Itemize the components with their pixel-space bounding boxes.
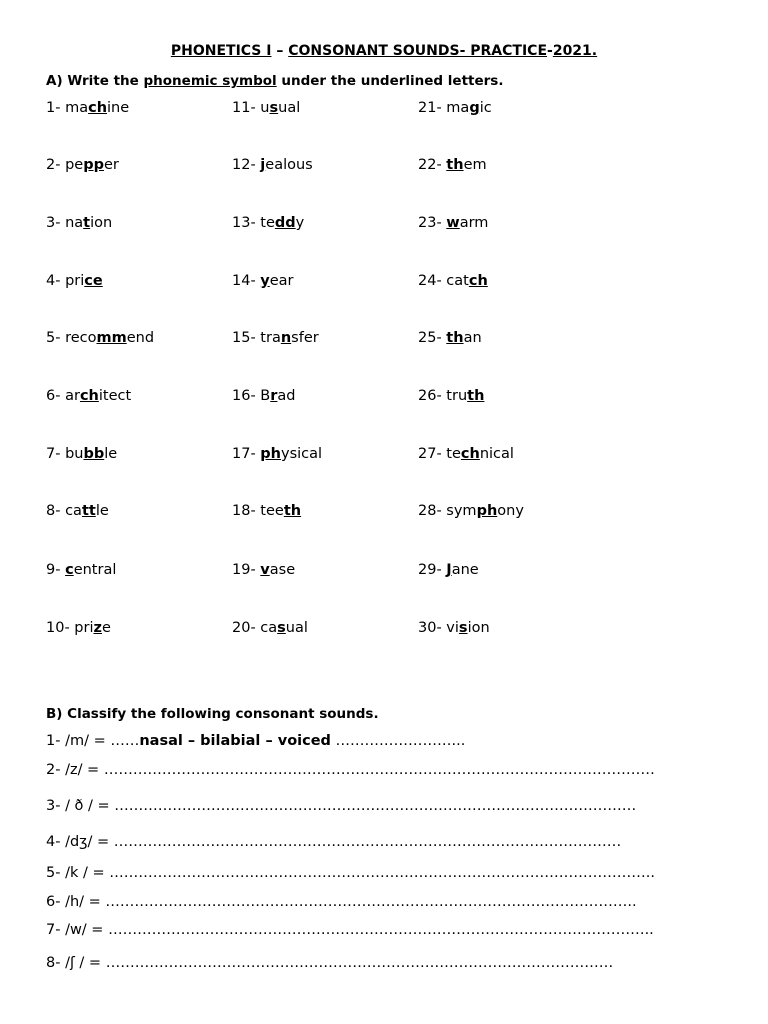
underlined-letters: ch <box>88 100 108 116</box>
word-item <box>46 215 112 231</box>
classification-line <box>46 865 655 881</box>
item-number: 1- <box>46 100 61 116</box>
item-number: 12- <box>232 157 256 173</box>
item-number: 11- <box>232 100 256 116</box>
underlined-letters: g <box>469 100 480 116</box>
word-suffix: le <box>104 446 118 462</box>
underlined-letters: ch <box>79 388 99 404</box>
text-segment: 2021. <box>552 43 598 59</box>
underlined-letters: dd <box>274 215 296 231</box>
sound-label: 1- /m/ = <box>46 733 111 749</box>
word-suffix: ad <box>277 388 296 404</box>
item-number: 20- <box>232 620 256 636</box>
word-prefix: vi <box>446 620 459 636</box>
word-item <box>46 273 103 289</box>
word-item <box>232 215 304 231</box>
item-number: 13- <box>232 215 256 231</box>
item-number: 5- <box>46 330 61 346</box>
item-number: 15- <box>232 330 256 346</box>
item-number: 23- <box>418 215 442 231</box>
word-suffix: e <box>101 620 111 636</box>
word-item <box>232 157 313 173</box>
word-prefix: tee <box>260 503 284 519</box>
word-suffix: ear <box>269 273 294 289</box>
item-number: 14- <box>232 273 256 289</box>
word-suffix: em <box>463 157 487 173</box>
word-suffix: ony <box>497 503 524 519</box>
text-segment: A) Write the <box>46 73 144 89</box>
word-suffix: ealous <box>265 157 313 173</box>
word-item <box>46 503 109 519</box>
word-item <box>418 446 514 462</box>
word-suffix: le <box>95 503 109 519</box>
word-item <box>418 100 492 116</box>
underlined-letters: ph <box>260 446 281 462</box>
word-item <box>418 273 488 289</box>
underlined-letters: t <box>83 215 91 231</box>
word-item <box>232 100 300 116</box>
classification-line <box>46 834 621 850</box>
answer-dots-trail: ……………………... <box>330 733 466 749</box>
item-number: 8- <box>46 503 61 519</box>
sound-label: 3- / ð / = <box>46 798 115 814</box>
word-suffix: ane <box>451 562 479 578</box>
word-item <box>46 388 131 404</box>
word-suffix: arm <box>459 215 489 231</box>
section-a-heading <box>46 73 503 89</box>
word-item <box>232 446 322 462</box>
word-prefix: ar <box>65 388 80 404</box>
underlined-letters: w <box>446 215 460 231</box>
underlined-letters: th <box>446 330 464 346</box>
underlined-letters: s <box>458 620 468 636</box>
word-prefix: te <box>260 215 275 231</box>
item-number: 21- <box>418 100 442 116</box>
word-suffix: sfer <box>291 330 319 346</box>
word-item <box>418 562 479 578</box>
underlined-letters: bb <box>83 446 105 462</box>
underlined-letters: y <box>260 273 270 289</box>
item-number: 19- <box>232 562 256 578</box>
item-number: 10- <box>46 620 70 636</box>
word-item <box>46 562 116 578</box>
word-prefix: ma <box>65 100 89 116</box>
underlined-letters: pp <box>83 157 104 173</box>
answer-dots: …………………………………………………………………………………………… <box>113 834 622 850</box>
word-item <box>232 562 295 578</box>
text-segment: under the underlined letters. <box>276 73 504 89</box>
text-segment: phonemic symbol <box>143 73 277 89</box>
word-suffix: ase <box>269 562 296 578</box>
sound-label: 8- /ʃ / = <box>46 955 106 971</box>
underlined-letters: s <box>269 100 279 116</box>
word-suffix: ion <box>90 215 113 231</box>
sound-label: 7- /w/ = <box>46 922 109 938</box>
item-number: 17- <box>232 446 256 462</box>
classification-line <box>46 733 465 749</box>
text-segment: CONSONANT SOUNDS- PRACTICE <box>288 43 548 59</box>
underlined-letters: th <box>467 388 485 404</box>
sound-label: 5- /k / = <box>46 865 110 881</box>
underlined-letters: v <box>260 562 270 578</box>
word-suffix: ic <box>479 100 492 116</box>
word-prefix: sym <box>446 503 477 519</box>
answer-dots: …………………………………………………………………………………………………… <box>103 762 655 778</box>
underlined-letters: c <box>65 562 74 578</box>
word-suffix: entral <box>73 562 117 578</box>
item-number: 27- <box>418 446 442 462</box>
word-suffix: er <box>103 157 119 173</box>
answer-dots: ……………………………………………………………………………………………… <box>114 798 637 814</box>
word-prefix: cat <box>446 273 469 289</box>
word-item <box>232 388 296 404</box>
word-suffix: ysical <box>281 446 323 462</box>
word-prefix: tru <box>446 388 468 404</box>
word-prefix: B <box>260 388 271 404</box>
item-number: 30- <box>418 620 442 636</box>
underlined-letters: ch <box>460 446 480 462</box>
item-number: 28- <box>418 503 442 519</box>
item-number: 9- <box>46 562 61 578</box>
word-suffix: nical <box>479 446 514 462</box>
item-number: 2- <box>46 157 61 173</box>
answer-dots: ……………………………………………………………………………………………….. <box>105 894 637 910</box>
word-item <box>418 330 482 346</box>
underlined-letters: J <box>446 562 452 578</box>
word-suffix: itect <box>98 388 132 404</box>
classification-line <box>46 922 654 938</box>
item-number: 7- <box>46 446 61 462</box>
underlined-letters: tt <box>81 503 96 519</box>
word-item <box>232 330 319 346</box>
answer-dots: …… <box>110 733 140 749</box>
classification-line <box>46 762 655 778</box>
section-b-heading: B) Classify the following consonant sounds. <box>46 706 379 722</box>
underlined-letters: th <box>283 503 302 519</box>
text-segment: PHONETICS I <box>170 43 272 59</box>
word-item <box>232 620 308 636</box>
answer-text: nasal – bilabial – voiced <box>139 733 331 749</box>
word-prefix: tra <box>260 330 281 346</box>
word-suffix: ual <box>278 100 301 116</box>
word-prefix: te <box>446 446 461 462</box>
word-suffix: y <box>295 215 305 231</box>
text-segment: – <box>271 43 289 59</box>
word-prefix: pri <box>74 620 94 636</box>
underlined-letters: n <box>280 330 292 346</box>
classification-line <box>46 955 613 971</box>
underlined-letters: z <box>93 620 102 636</box>
sound-label: 6- /h/ = <box>46 894 106 910</box>
answer-dots: …………………………………………………………………………………………… <box>105 955 614 971</box>
word-item <box>46 620 111 636</box>
word-prefix: ca <box>260 620 278 636</box>
underlined-letters: j <box>260 157 266 173</box>
word-suffix: ual <box>285 620 308 636</box>
sound-label: 2- /z/ = <box>46 762 104 778</box>
word-item <box>418 620 490 636</box>
word-item <box>46 157 119 173</box>
item-number: 16- <box>232 388 256 404</box>
item-number: 24- <box>418 273 442 289</box>
word-item <box>418 388 484 404</box>
word-prefix: bu <box>65 446 84 462</box>
item-number: 6- <box>46 388 61 404</box>
word-prefix: u <box>260 100 270 116</box>
word-prefix: pri <box>65 273 85 289</box>
page-title <box>0 43 768 59</box>
word-suffix: end <box>126 330 155 346</box>
item-number: 22- <box>418 157 442 173</box>
item-number: 3- <box>46 215 61 231</box>
item-number: 18- <box>232 503 256 519</box>
classification-line <box>46 798 636 814</box>
word-prefix: ca <box>65 503 82 519</box>
underlined-letters: r <box>270 388 278 404</box>
item-number: 26- <box>418 388 442 404</box>
item-number: 25- <box>418 330 442 346</box>
underlined-letters: s <box>277 620 286 636</box>
word-item <box>46 100 129 116</box>
item-number: 29- <box>418 562 442 578</box>
word-prefix: pe <box>65 157 84 173</box>
answer-dots: ………………………………………………………………………………………………….. <box>108 922 654 938</box>
text-segment: - <box>547 43 553 59</box>
underlined-letters: ph <box>476 503 498 519</box>
word-suffix: an <box>463 330 482 346</box>
item-number: 4- <box>46 273 61 289</box>
word-prefix: reco <box>65 330 97 346</box>
word-item <box>418 157 487 173</box>
answer-dots: ………………………………………………………………………………………………….. <box>109 865 655 881</box>
word-item <box>232 273 294 289</box>
word-item <box>46 446 117 462</box>
word-prefix: na <box>65 215 84 231</box>
sound-label: 4- /dʒ/ = <box>46 834 114 850</box>
word-item <box>418 503 524 519</box>
underlined-letters: th <box>446 157 464 173</box>
word-item <box>46 330 154 346</box>
word-item <box>418 215 488 231</box>
word-suffix: ion <box>467 620 490 636</box>
underlined-letters: ce <box>84 273 103 289</box>
underlined-letters: mm <box>96 330 127 346</box>
classification-line <box>46 894 637 910</box>
word-suffix: ine <box>107 100 130 116</box>
word-prefix: ma <box>446 100 470 116</box>
word-item <box>232 503 301 519</box>
underlined-letters: ch <box>468 273 488 289</box>
